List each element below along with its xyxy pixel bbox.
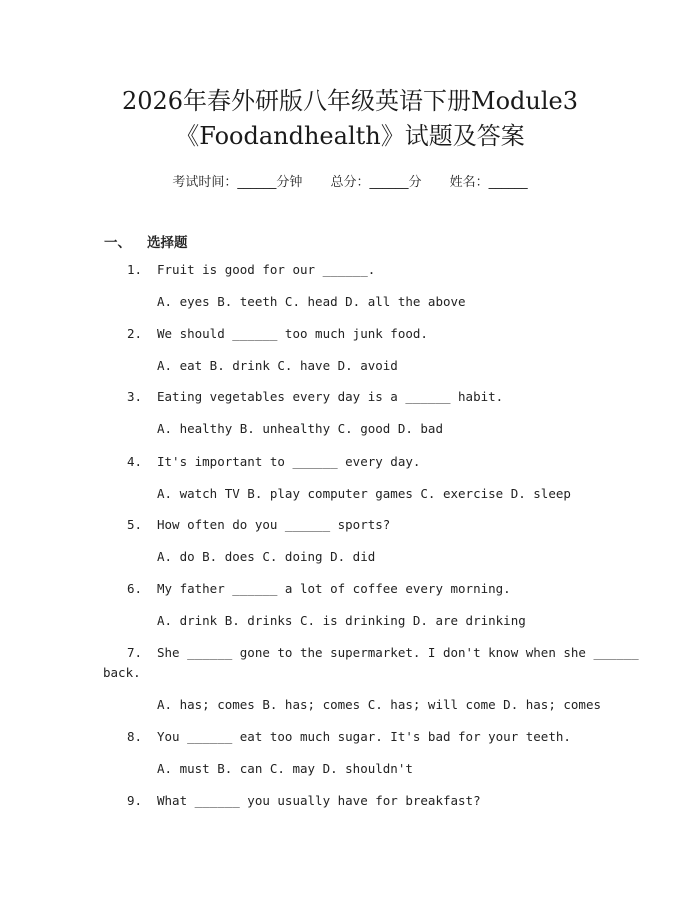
- question-number: 4.: [126, 454, 142, 469]
- question-options: A. drink B. drinks C. is drinking D. are drinking: [157, 613, 526, 628]
- question-number: 1.: [126, 262, 142, 277]
- section-heading: [104, 231, 188, 251]
- page-title-line2: 《Foodandhealth》试题及答案: [175, 122, 525, 150]
- section-title: 选择题: [147, 235, 188, 251]
- question-number: 3.: [126, 389, 142, 404]
- question-text: My father ______ a lot of coffee every morning.: [157, 581, 511, 596]
- question-number: 8.: [126, 729, 142, 744]
- question-text: We should ______ too much junk food.: [157, 326, 428, 341]
- question-text-continuation: back.: [103, 665, 141, 680]
- question-text: What ______ you usually have for breakfast?: [157, 793, 481, 808]
- page-title-line1: 2026年春外研版八年级英语下册Module3: [121, 87, 579, 115]
- question-options: A. do B. does C. doing D. did: [157, 549, 376, 564]
- question-text: She ______ gone to the supermarket. I don't know when she ______: [157, 645, 639, 660]
- exam-score: 总分：______分: [330, 175, 422, 190]
- exam-time: 考试时间：______分钟: [172, 175, 303, 190]
- exam-name: 姓名：______: [449, 175, 528, 190]
- question-options: A. must B. can C. may D. shouldn't: [157, 761, 413, 776]
- exam-meta: [0, 171, 700, 190]
- question-number: 2.: [126, 326, 142, 341]
- question-number: 5.: [126, 517, 142, 532]
- question-number: 7.: [126, 645, 142, 660]
- question-number: 9.: [126, 793, 142, 808]
- section-number: 一、: [104, 235, 131, 251]
- question-options: A. has; comes B. has; comes C. has; will come D. has; comes: [157, 697, 602, 712]
- question-text: Eating vegetables every day is a ______ habit.: [157, 389, 504, 404]
- question-options: A. eat B. drink C. have D. avoid: [157, 358, 398, 373]
- question-text: How often do you ______ sports?: [157, 517, 391, 532]
- question-text: You ______ eat too much sugar. It's bad for your teeth.: [157, 729, 571, 744]
- question-text: Fruit is good for our ______.: [157, 262, 376, 277]
- question-options: A. healthy B. unhealthy C. good D. bad: [157, 421, 443, 436]
- question-options: A. eyes B. teeth C. head D. all the above: [157, 294, 466, 309]
- question-options: A. watch TV B. play computer games C. exercise D. sleep: [157, 486, 571, 501]
- question-number: 6.: [126, 581, 142, 596]
- question-text: It's important to ______ every day.: [157, 454, 421, 469]
